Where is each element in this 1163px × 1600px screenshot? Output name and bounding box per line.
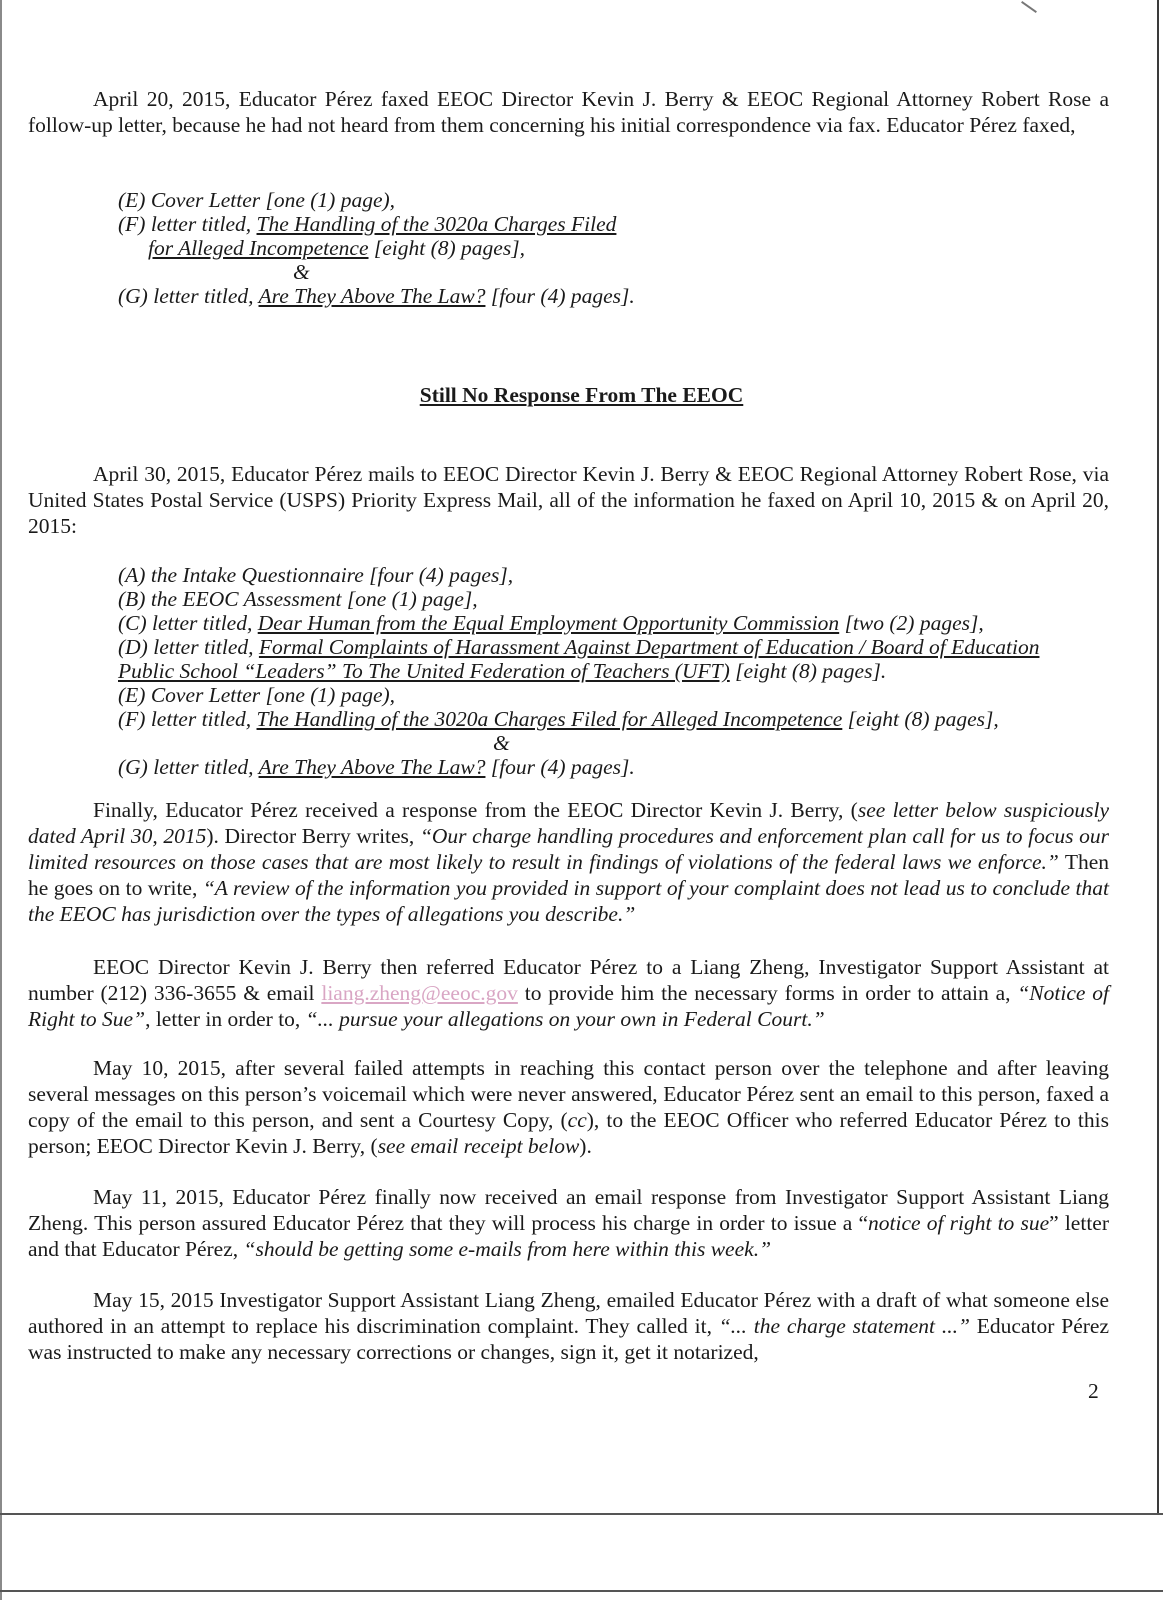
mail-list: [118, 563, 1118, 779]
scan-divider-line: [0, 1513, 1163, 1515]
paragraph-april-30: April 30, 2015, Educator Pérez mails to EEOC Director Kevin J. Berry & EEOC Regional Attorney Robert Rose, via United States Postal Service (USPS) Priority Express Mail, all of the information he faxed on April 10, 2015 & on April 20, 2015:: [28, 462, 1109, 538]
paragraph-referral: EEOC Director Kevin J. Berry then referred Educator Pérez to a Liang Zheng, Investigator Support Assistant at number (212) 336-3655 & email liang.zheng@eeoc.gov to provide him the necessary forms in order to attain a, “Notice of Right to Sue”, letter in order to, “... pursue your allegations on your own in Federal Court.”: [28, 955, 1109, 1031]
list-item-g: (G) letter titled, Are They Above The Law? [four (4) pages].: [118, 284, 635, 308]
scan-edge-right: [1157, 0, 1159, 1515]
list-item-d-cont: Public School “Leaders” To The United Federation of Teachers (UFT) [eight (8) pages].: [118, 659, 887, 683]
fax-list-1: [118, 188, 1118, 308]
paragraph-may-15: May 15, 2015 Investigator Support Assistant Liang Zheng, emailed Educator Pérez with a draft of what someone else authored in an attempt to replace his discrimination complaint. They called it, “... the charge statement ...” Educator Pérez was instructed to make any necessary corrections or changes, sign it, get it notarized,: [28, 1288, 1109, 1364]
section-heading: Still No Response From The EEOC: [419, 383, 744, 407]
paragraph-april-20: April 20, 2015, Educator Pérez faxed EEOC Director Kevin J. Berry & EEOC Regional Attorney Robert Rose a follow-up letter, because he had not heard from them concerning his initial correspondence via fax. Educator Pérez faxed,: [28, 87, 1109, 137]
list-item-e: (E) Cover Letter [one (1) page),: [118, 188, 396, 212]
paragraph-finally: Finally, Educator Pérez received a response from the EEOC Director Kevin J. Berry, (see letter below suspiciously dated April 30, 2015). Director Berry writes, “Our charge handling procedures and enforcement plan call for us to focus our limited resources on those cases that are most likely to result in findings of violations of the federal laws we enforce.” Then he goes on to write, “A review of the information you provided in support of your complaint does not lead us to conclude that the EEOC has jurisdiction over the types of allegations you describe.”: [28, 798, 1109, 926]
paragraph-may-10: May 10, 2015, after several failed attempts in reaching this contact person over the telephone and after leaving several messages on this person’s voicemail which were never answered, Educator Pérez sent an email to this person, faxed a copy of the email to this person, and sent a Courtesy Copy, (cc), to the EEOC Officer who referred Educator Pérez to this person; EEOC Director Kevin J. Berry, (see email receipt below).: [28, 1056, 1109, 1158]
scan-bottom-line: [0, 1590, 1163, 1592]
list-ampersand: &: [293, 260, 310, 284]
list-item-g: (G) letter titled, Are They Above The Law? [four (4) pages].: [118, 755, 635, 779]
list-ampersand: &: [493, 731, 510, 755]
list-item-a: (A) the Intake Questionnaire [four (4) pages],: [118, 563, 514, 587]
list-item-f: (F) letter titled, The Handling of the 3020a Charges Filed for Alleged Incompetence [eight (8) pages],: [118, 707, 999, 731]
list-item-f: (F) letter titled, The Handling of the 3020a Charges Filed: [118, 212, 617, 236]
list-item-b: (B) the EEOC Assessment [one (1) page],: [118, 587, 478, 611]
scan-edge-left: [0, 0, 2, 1600]
list-item-d: (D) letter titled, Formal Complaints of Harassment Against Department of Education / Board of Education: [118, 635, 1040, 659]
list-item-e: (E) Cover Letter [one (1) page),: [118, 683, 396, 707]
scan-speck: [1021, 1, 1037, 13]
list-item-c: (C) letter titled, Dear Human from the Equal Employment Opportunity Commission [two (2) pages],: [118, 611, 984, 635]
list-item-f-cont: for Alleged Incompetence [eight (8) pages],: [148, 236, 525, 260]
page-number: 2: [1088, 1379, 1099, 1403]
email-link[interactable]: liang.zheng@eeoc.gov: [321, 981, 518, 1005]
paragraph-may-11: May 11, 2015, Educator Pérez finally now received an email response from Investigator Support Assistant Liang Zheng. This person assured Educator Pérez that they will process his charge in order to issue a “notice of right to sue” letter and that Educator Pérez, “should be getting some e-mails from here within this week.”: [28, 1185, 1109, 1261]
